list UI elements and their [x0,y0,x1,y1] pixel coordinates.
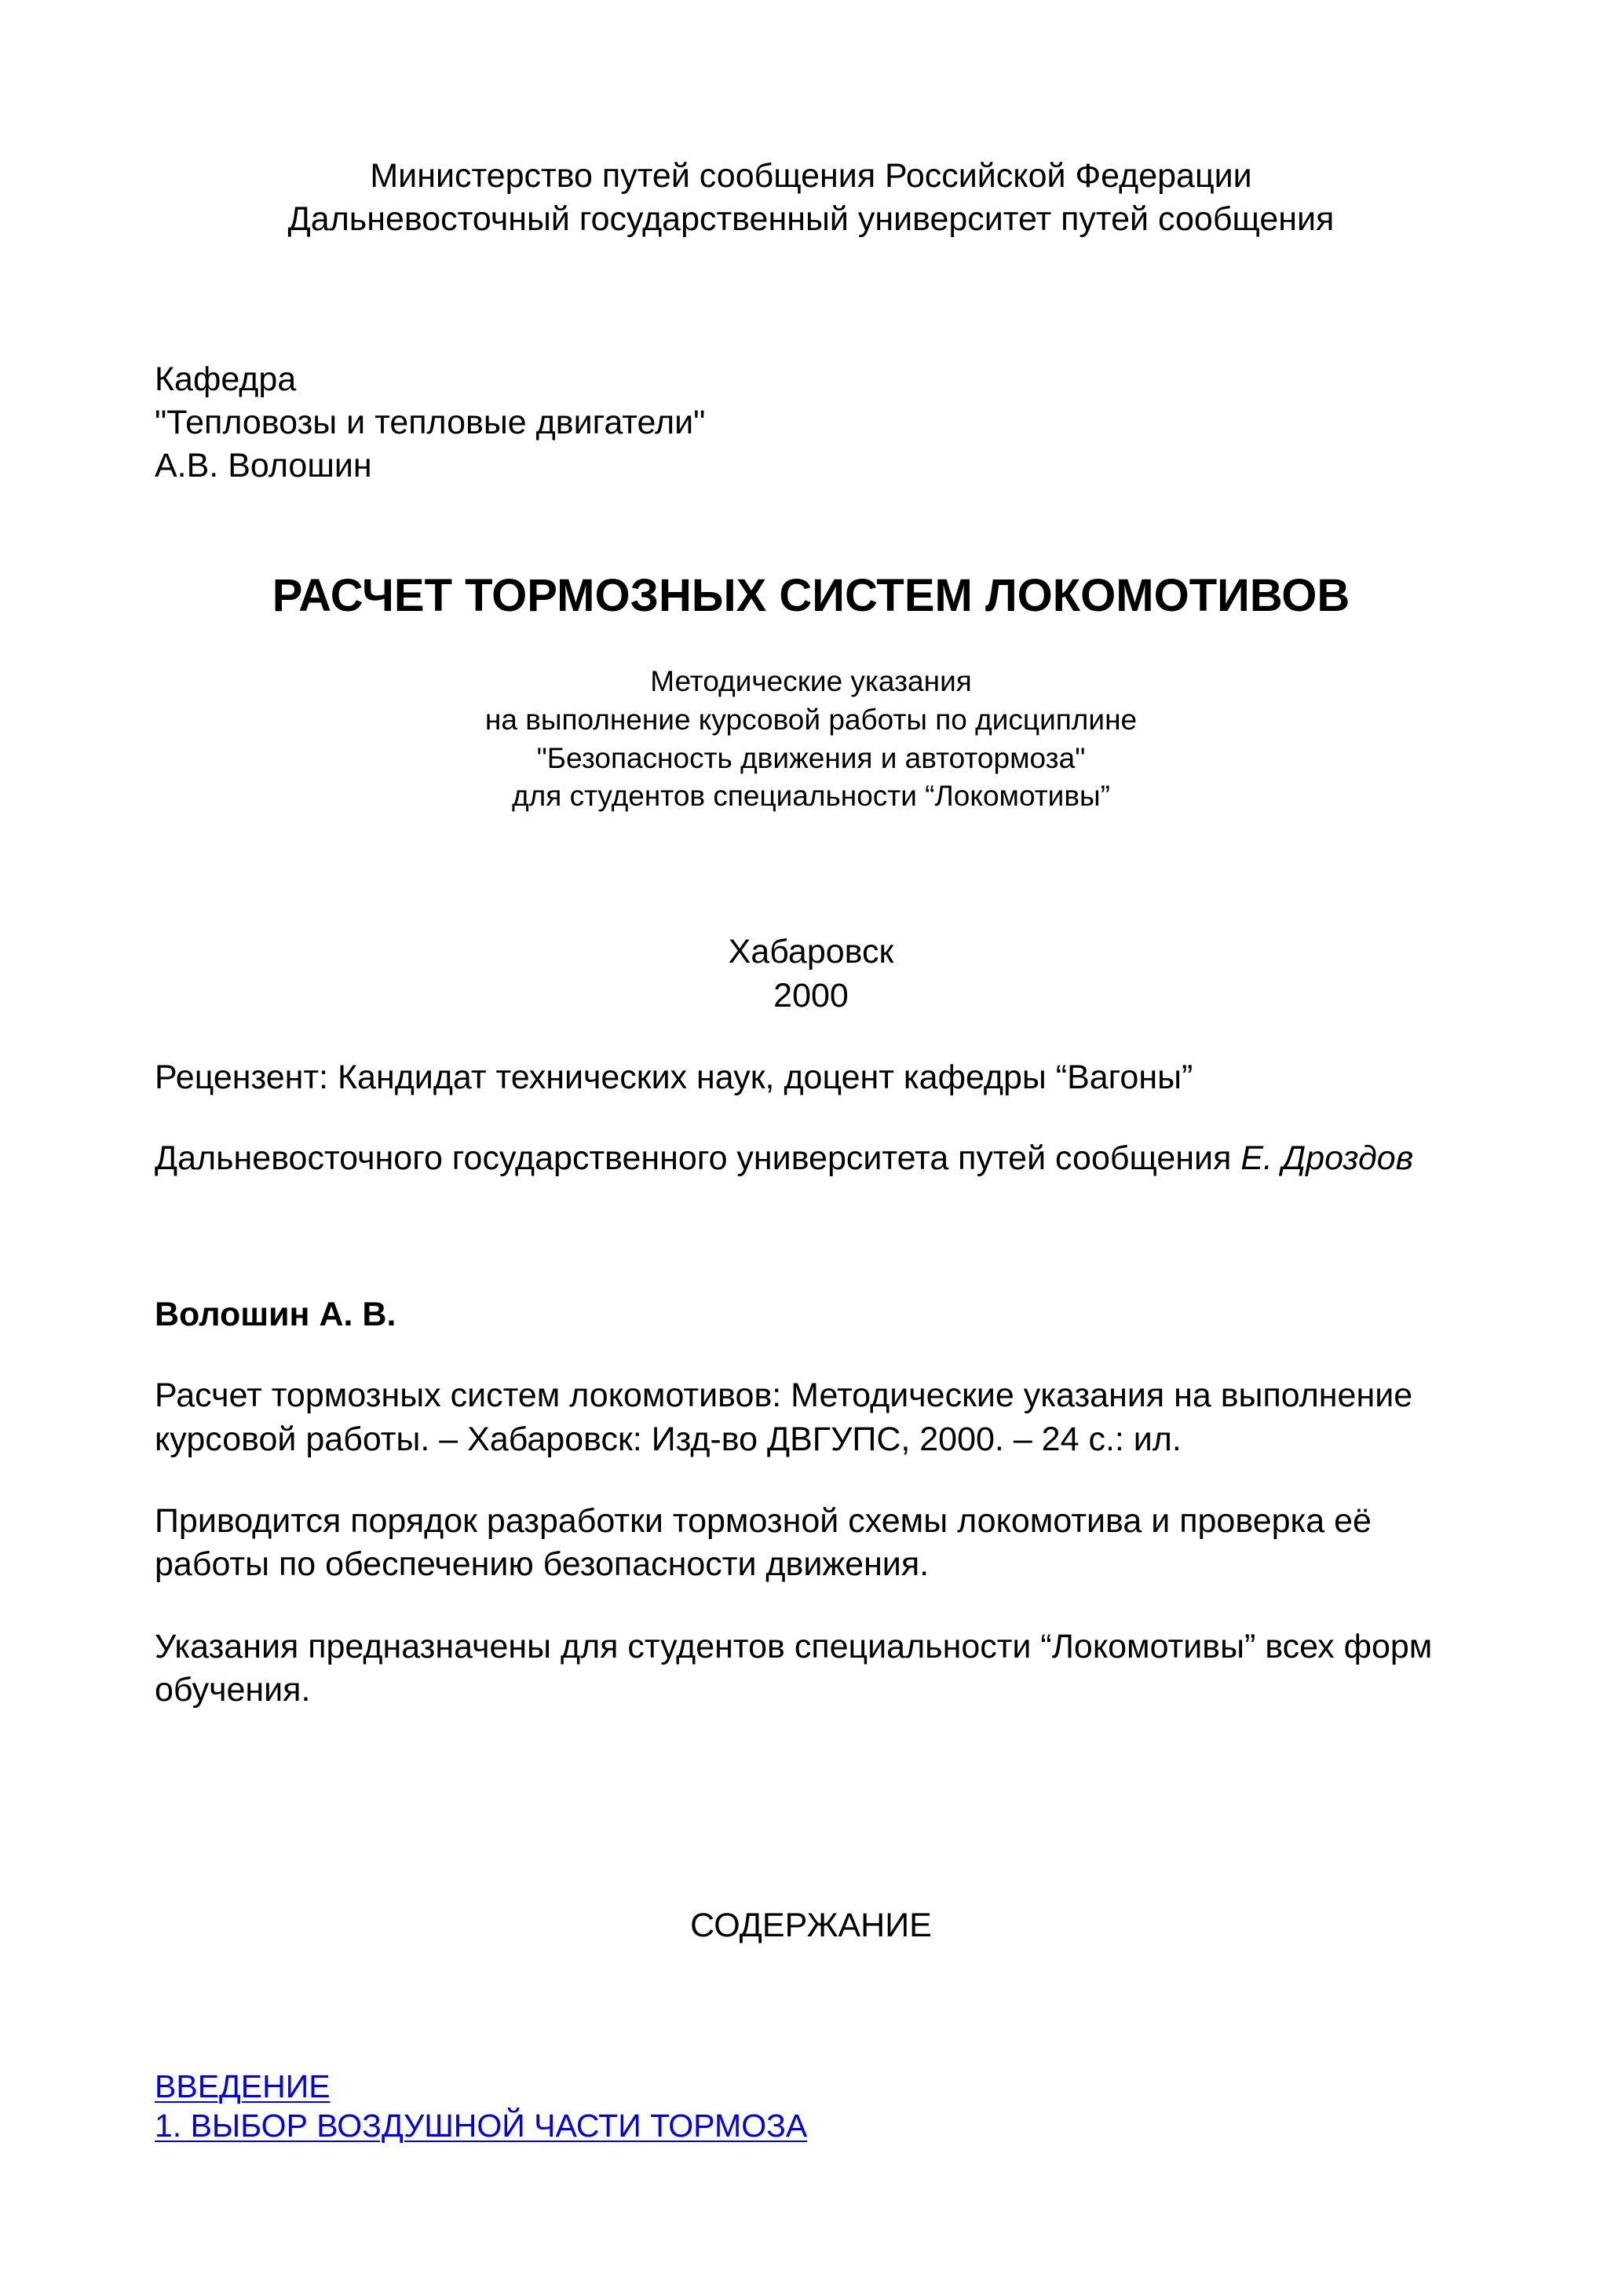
abstract-line-2: работы по обеспечению безопасности движения. [155,1545,930,1583]
audience-line-2: обучения. [155,1671,311,1709]
document-title: РАСЧЕТ ТОРМОЗНЫХ СИСТЕМ ЛОКОМОТИВОВ [272,570,1350,621]
toc-item-air-brake[interactable] [155,2104,807,2147]
university-header: Дальневосточный государственный университет путей сообщения [287,200,1335,238]
audience-line-1: Указания предназначены для студентов специальности “Локомотивы” всех форм [155,1628,1433,1665]
bibliography-author: Волошин А. В. [155,1296,396,1333]
year: 2000 [773,977,849,1015]
toc-item-introduction[interactable] [155,2065,331,2108]
department-name: "Тепловозы и тепловые двигатели" [155,404,706,441]
department-label: Кафедра [155,360,297,398]
ministry-header: Министерство путей сообщения Российской Федерации [370,157,1252,195]
contents-heading: СОДЕРЖАНИЕ [690,1907,932,1944]
subtitle-line-4: для студентов специальности “Локомотивы” [512,780,1110,812]
author-name: А.В. Волошин [155,447,372,484]
reviewer-name: Е. Дроздов [1240,1139,1414,1177]
reviewer-affiliation-text: Дальневосточного государственного университета путей сообщения [155,1139,1241,1177]
subtitle-line-2: на выполнение курсовой работы по дисциплине [484,704,1138,736]
reviewer-line: Рецензент: Кандидат технических наук, доцент кафедры “Вагоны” [155,1058,1193,1096]
bibliography-description-line-2: курсовой работы. – Хабаровск: Изд-во ДВГУПС, 2000. – 24 с.: ил. [155,1420,1182,1458]
abstract-line-1: Приводится порядок разработки тормозной схемы локомотива и проверка её [155,1502,1372,1540]
reviewer-affiliation [155,1137,1413,1179]
place: Хабаровск [728,933,894,971]
bibliography-description-line-1: Расчет тормозных систем локомотивов: Методические указания на выполнение [155,1377,1413,1414]
subtitle-line-1: Методические указания [650,665,972,697]
toc-link-air-brake[interactable]: 1. ВЫБОР ВОЗДУШНОЙ ЧАСТИ ТОРМОЗА [155,2108,808,2144]
subtitle-line-3: "Безопасность движения и автотормоза" [536,742,1086,774]
toc-link-introduction[interactable]: ВВЕДЕНИЕ [155,2068,331,2104]
